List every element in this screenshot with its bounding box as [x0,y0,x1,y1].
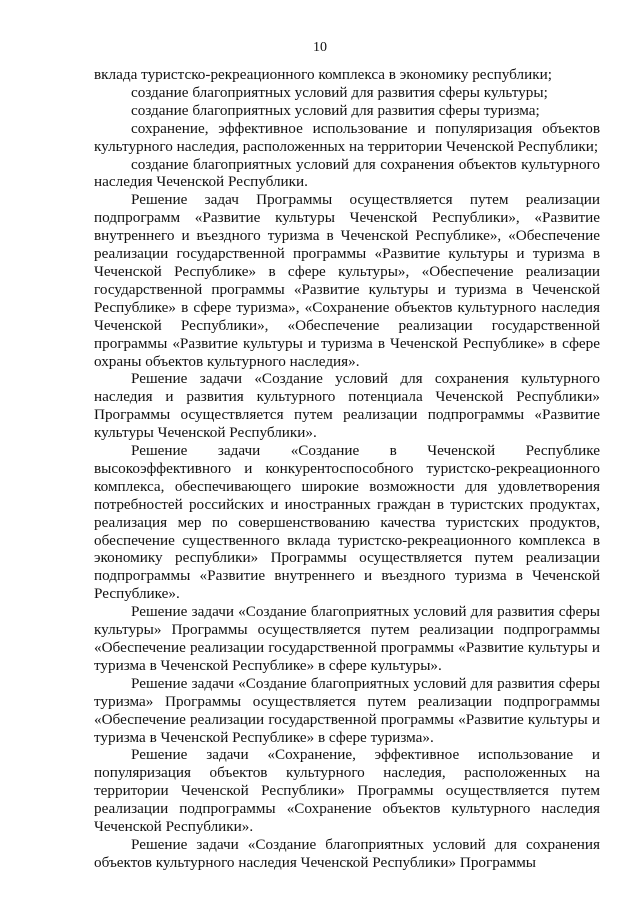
paragraph: Решение задачи «Создание благоприятных условий для сохранения объектов культурного наследия Чеченской Республики» Программы [94,835,600,871]
paragraph: сохранение, эффективное использование и популяризация объектов культурного наследия, расположенных на территории Чеченской Республики; [94,119,600,155]
paragraph: Решение задачи «Создание благоприятных условий для развития сферы туризма» Программы осуществляется путем реализации подпрограммы «Обеспечение реализации государственной программы «Развитие культуры и туризма в Чеченской Республике» в сфере туризма». [94,674,600,746]
paragraph: Решение задач Программы осуществляется путем реализации подпрограмм «Развитие культуры Чеченской Республики», «Развитие внутреннего и въездного туризма в Чеченской Республике», «Обеспечение реализации государственной программы «Развитие культуры и туризма в Чеченской Республике» в сфере культуры», «Обеспечение реализации государственной программы «Развитие культуры и туризма в Чеченской Республике» в сфере туризма», «Сохранение объектов культурного наследия Чеченской Республики», «Обеспечение реализации государственной программы «Развитие культуры и туризма в Чеченской Республике» в сфере охраны объектов культурного наследия». [94,191,600,370]
page-number: 10 [313,40,327,55]
paragraph: Решение задачи «Сохранение, эффективное использование и популяризация объектов культурного наследия, расположенных на территории Чеченской Республики» Программы осуществляется путем реализации подпрограммы «Сохранение объектов культурного наследия Чеченской Республики». [94,746,600,836]
paragraph: создание благоприятных условий для развития сферы культуры; [131,83,548,101]
paragraph: Решение задачи «Создание в Чеченской Республике высокоэффективного и конкурентоспособного туристско-рекреационного комплекса, обеспечивающего широкие возможности для удовлетворения потребностей российских и иностранных граждан в туристских продуктах, реализация мер по совершенствованию качества туристских продуктов, обеспечение существенного вклада туристско-рекреационного комплекса в экономику республики» Программы осуществляется путем реализации подпрограммы «Развитие внутреннего и въездного туризма в Чеченской Республике». [94,442,600,603]
paragraph: вклада туристско-рекреационного комплекса в экономику республики; [94,66,552,83]
paragraph: Решение задачи «Создание благоприятных условий для развития сферы культуры» Программы осуществляется путем реализации подпрограммы «Обеспечение реализации государственной программы «Развитие культуры и туризма в Чеченской Республике» в сфере культуры». [94,603,600,674]
paragraph: создание благоприятных условий для развития сферы туризма; [131,101,540,119]
document-body [94,66,600,872]
paragraph: Решение задачи «Создание условий для сохранения культурного наследия и развития культурного потенциала Чеченской Республики» Программы осуществляется путем реализации подпрограммы «Развитие культуры Чеченской Республики». [94,370,600,442]
paragraph: создание благоприятных условий для сохранения объектов культурного наследия Чеченской Республики. [94,155,600,191]
